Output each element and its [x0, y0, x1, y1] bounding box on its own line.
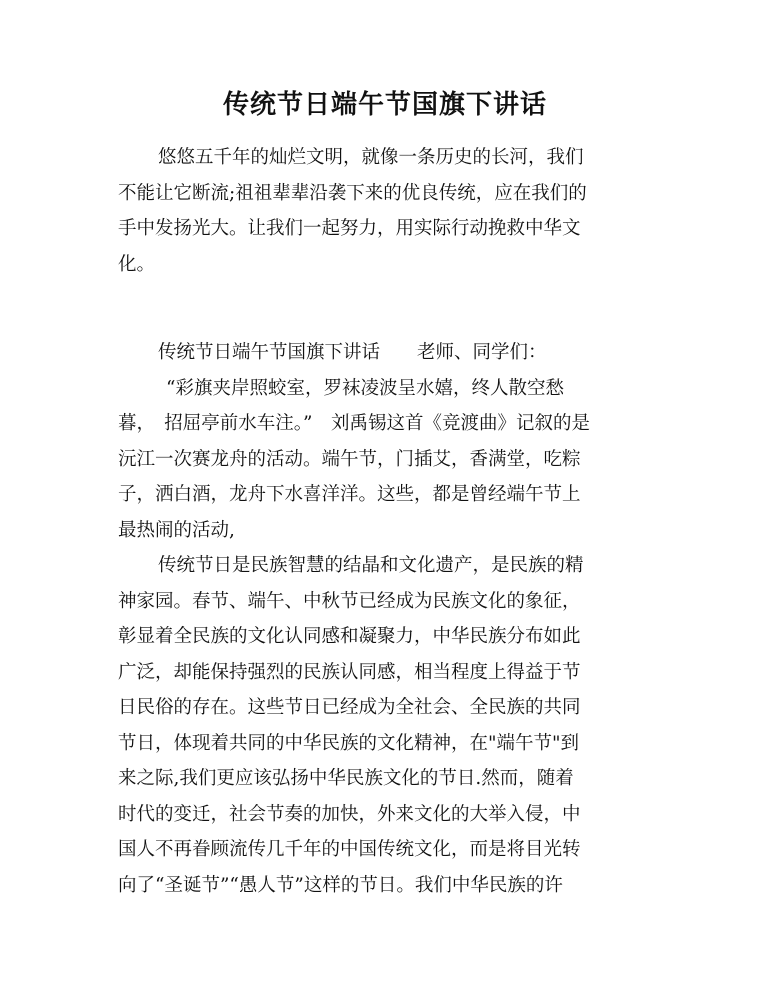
paragraph-line: 暮， 招屈亭前水车注。” 刘禹锡这首《竞渡曲》记叙的是 [118, 413, 590, 434]
paragraph-line: “彩旗夹岸照蛟室，罗袜凌波呈水嬉，终人散空愁 [166, 377, 564, 399]
paragraph-line: 传统节日是民族智慧的结晶和文化遗产，是民族的精 [158, 555, 584, 576]
document-body [118, 140, 663, 903]
document-title: 传统节日端午节国旗下讲话 [222, 90, 547, 120]
paragraph-line: 日民俗的存在。这些节日已经成为全社会、全民族的共同 [118, 697, 581, 718]
paragraph-line: 化。 [118, 253, 156, 275]
paragraph-line: 节日，体现着共同的中华民族的文化精神，在"端午节"到 [118, 732, 580, 754]
paragraph-line: 广泛，却能保持强烈的民族认同感，相当程度上得益于节 [118, 661, 581, 683]
paragraph-line: 来之际,我们更应该弘扬中华民族文化的节日.然而，随着 [118, 768, 574, 789]
paragraph-line: 手中发扬光大。让我们一起努力，用实际行动挽救中华文 [118, 218, 581, 239]
paragraph-line: 悠悠五千年的灿烂文明，就像一条历史的长河，我们 [158, 147, 584, 168]
paragraph-line: 不能让它断流;祖祖辈辈沿袭下来的优良传统，应在我们的 [118, 182, 587, 204]
paragraph-line: 国人不再眷顾流传几千年的中国传统文化，而是将目光转 [118, 839, 581, 860]
paragraph-line: 时代的变迁，社会节奏的加快，外来文化的大举入侵，中 [118, 803, 581, 825]
paragraph-line: 神家园。春节、端午、中秋节已经成为民族文化的象征， [118, 590, 581, 612]
paragraph-line: 最热闹的活动, [118, 519, 235, 541]
paragraph-line: 彰显着全民族的文化认同感和凝聚力，中华民族分布如此 [118, 626, 581, 647]
paragraph-line: 传统节日端午节国旗下讲话 老师、同学们： [158, 342, 547, 363]
paragraph-line: 子，洒白酒，龙舟下水喜洋洋。这些，都是曾经端午节上 [118, 484, 581, 505]
paragraph-line: 向了“圣诞节”“愚人节”这样的节日。我们中华民族的许 [118, 874, 563, 896]
blank-line [118, 282, 663, 335]
paragraph-line: 沅江一次赛龙舟的活动。端午节，门插艾，香满堂，吃粽 [118, 448, 581, 470]
